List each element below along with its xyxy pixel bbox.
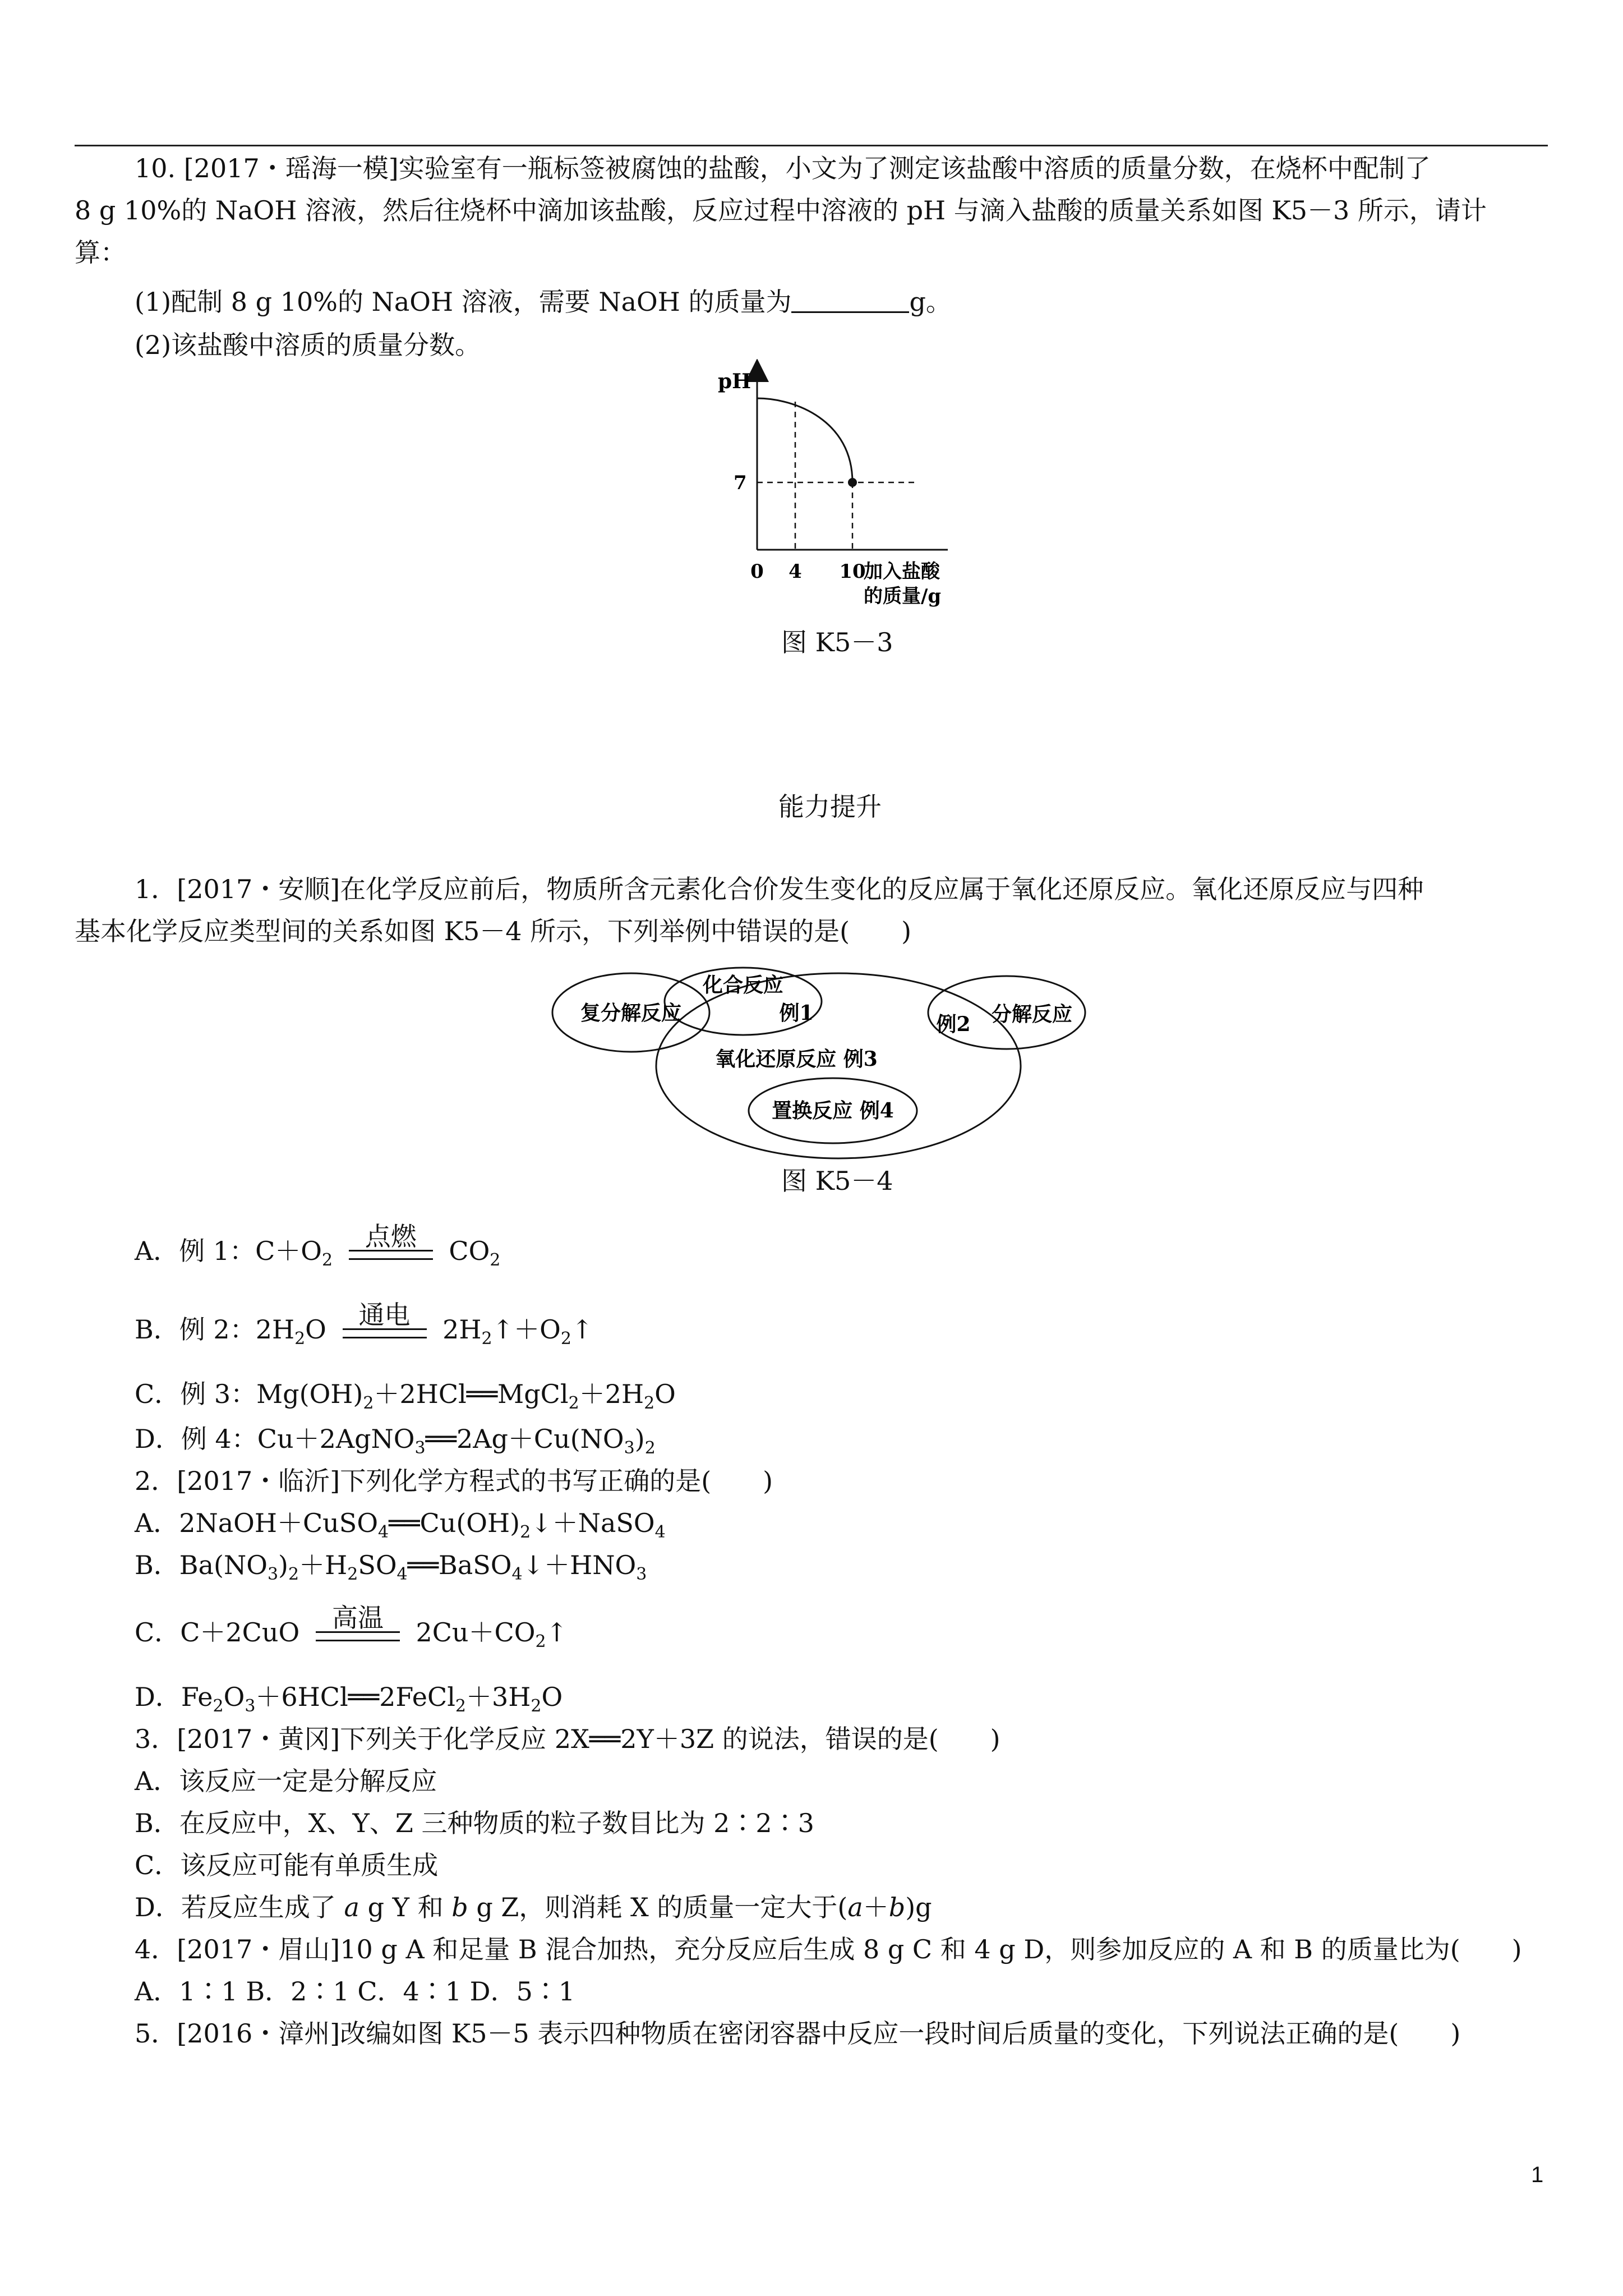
- q1-line1: 1．[2017・安顺]在化学反应前后，物质所含元素化合价发生变化的反应属于氧化还原反应。氧化还原反应与四种: [135, 874, 1424, 904]
- var-b: b: [888, 1892, 906, 1922]
- q3-d-post: )g: [905, 1892, 932, 1922]
- q10-line3: 算：: [75, 237, 126, 268]
- q2-option-c: C．C＋2CuO 高温 $2Cu+CO_2↑$: [135, 1616, 568, 1659]
- venn-label-example2: 例2: [936, 1013, 971, 1036]
- var-a: a: [344, 1892, 359, 1922]
- figure-caption-k5-3: 图 K5－3: [781, 627, 893, 657]
- q1-d-tail: ): [634, 1424, 645, 1454]
- answer-blank: [791, 289, 909, 313]
- q1-b-text: B．例 2：2H: [135, 1314, 295, 1345]
- reaction-venn-diagram: [527, 959, 1172, 1167]
- q3-option-d: [135, 1890, 932, 1924]
- q2-c-tail: ↑: [546, 1617, 568, 1648]
- q1-a-product: CO: [449, 1236, 490, 1266]
- reaction-condition: 通电: [358, 1300, 411, 1330]
- x-axis-label-line2: 的质量/g: [864, 585, 942, 608]
- q1-option-a: A．例 1：$C+O_2$ 点燃 $CO_2$: [135, 1234, 500, 1277]
- q3-stem: 3．[2017・黄冈]下列关于化学反应 2X══2Y＋3Z 的说法，错误的是( ): [135, 1724, 1000, 1754]
- q1-c-mid: ＋2HCl══MgCl: [374, 1379, 569, 1409]
- q10-line1: 10. [2017・瑶海一模]实验室有一瓶标签被腐蚀的盐酸，小文为了测定该盐酸中溶质的质量分数，在烧杯中配制了: [135, 153, 1431, 183]
- q2-a-text: A．2NaOH＋CuSO: [135, 1508, 379, 1538]
- q1-d-text: D．例 4：Cu＋2AgNO: [135, 1424, 415, 1454]
- var-a: a: [847, 1892, 863, 1922]
- q2-d-mid: O: [223, 1682, 245, 1712]
- q10-sub1: [135, 285, 952, 319]
- top-rule: [75, 145, 1548, 146]
- equivalence-point: [848, 478, 857, 487]
- condition-arrow: [349, 1221, 433, 1260]
- plus-sign: ＋: [863, 1892, 889, 1922]
- q1-c-tail: ＋2H: [579, 1379, 644, 1409]
- q2-d-text: D．Fe: [135, 1682, 213, 1712]
- x-tick-10: 10: [839, 560, 866, 583]
- section-title: 能力提升: [778, 792, 882, 822]
- q2-d-tail: ＋3H: [466, 1682, 531, 1712]
- q3-d-mid1: g Y 和: [359, 1892, 452, 1922]
- condition-arrow: [316, 1603, 400, 1641]
- q1-a-text: A．例 1：C＋O: [135, 1236, 322, 1266]
- ph-curve: [757, 398, 852, 482]
- x-tick-4: 4: [789, 560, 802, 583]
- q4-stem: 4．[2017・眉山]10 g A 和足量 B 混合加热，充分反应后生成 8 g C 和 4 g D，则参加反应的 A 和 B 的质量比为( ): [135, 1934, 1522, 1964]
- q10-sub2: (2)该盐酸中溶质的质量分数。: [135, 330, 481, 360]
- q10-sub1-text: (1)配制 8 g 10%的 NaOH 溶液，需要 NaOH 的质量为: [135, 287, 792, 317]
- q2-option-b: B．$Ba(NO_3)_2+H_2SO_4══BaSO_4↓+HNO_3$: [135, 1550, 647, 1584]
- ph-chart: [701, 359, 970, 611]
- q1-c-text: C．例 3：Mg(OH): [135, 1379, 363, 1409]
- reaction-condition: 高温: [331, 1603, 384, 1633]
- q2-option-d: D．$Fe_2O_3+6HCl══2FeCl_2+3H_2O$: [135, 1682, 563, 1716]
- q4-options: A．1∶1 B．2∶1 C．4∶1 D．5∶1: [135, 1976, 575, 2007]
- q2-a-mid: ══Cu(OH): [389, 1508, 520, 1538]
- q2-c-text: C．C＋2CuO: [135, 1617, 300, 1648]
- x-tick-0: 0: [750, 560, 764, 583]
- q1-option-c: C．例 3：$Mg(OH)_2+2HCl══MgCl_2+2H_2O$: [135, 1379, 676, 1413]
- q3-option-c: C．该反应可能有单质生成: [135, 1850, 439, 1880]
- q10-sub1-unit: g。: [909, 287, 952, 317]
- q3-option-a: A．该反应一定是分解反应: [135, 1766, 437, 1796]
- venn-label-redox: 氧化还原反应 例3: [715, 1047, 878, 1071]
- q2-b-mid: ): [278, 1550, 288, 1580]
- reaction-condition: 点燃: [365, 1221, 417, 1251]
- q1-line2: 基本化学反应类型间的关系如图 K5－4 所示，下列举例中错误的是( ): [75, 916, 912, 946]
- venn-label-decomposition: 分解反应: [991, 1002, 1073, 1026]
- venn-label-double-decomposition: 复分解反应: [580, 1001, 682, 1025]
- q2-a-tail: ↓＋NaSO: [531, 1508, 655, 1538]
- q1-option-b: B．例 2：$2H_2O$ 通电 $2H_2↑+O_2↑$: [135, 1313, 593, 1356]
- q2-b-tail: ↓＋HNO: [522, 1550, 637, 1580]
- page-number: 1: [1531, 2162, 1544, 2187]
- q2-stem: 2．[2017・临沂]下列化学方程式的书写正确的是( ): [135, 1466, 773, 1496]
- condition-arrow: [343, 1300, 427, 1338]
- q2-option-a: A．$2NaOH+CuSO_4══Cu(OH)_2↓+NaSO_4$: [135, 1508, 666, 1542]
- y-axis-label: pH: [718, 370, 751, 393]
- q2-b-mid2: ＋H: [299, 1550, 348, 1580]
- y-tick-7: 7: [734, 472, 747, 494]
- q2-d-end: O: [541, 1682, 563, 1712]
- q2-b-mid3: SO: [358, 1550, 397, 1580]
- venn-label-displacement: 置换反应 例4: [772, 1099, 894, 1122]
- q5-stem: 5．[2016・漳州]改编如图 K5－5 表示四种物质在密闭容器中反应一段时间后质量的变化，下列说法正确的是( ): [135, 2018, 1461, 2049]
- q1-b-tail: ↑＋O: [492, 1314, 561, 1345]
- q2-c-product: 2Cu＋CO: [416, 1617, 536, 1648]
- q2-b-mid4: ══BaSO: [407, 1550, 512, 1580]
- q3-d-mid2: g Z，则消耗 X 的质量一定大于(: [468, 1892, 848, 1922]
- q1-option-d: D．例 4：$Cu+2AgNO_3══2Ag+Cu(NO_3)_2$: [135, 1424, 656, 1458]
- q1-b-product: 2H: [442, 1314, 482, 1345]
- q10-line2: 8 g 10%的 NaOH 溶液，然后往烧杯中滴加该盐酸，反应过程中溶液的 pH 与滴入盐酸的质量关系如图 K5－3 所示，请计: [75, 195, 1487, 226]
- venn-label-example1: 例1: [779, 1001, 814, 1025]
- q2-b-text: B．Ba(NO: [135, 1550, 268, 1580]
- q2-d-mid2: ＋6HCl══2FeCl: [255, 1682, 455, 1712]
- var-b: b: [451, 1892, 468, 1922]
- x-axis-label-line1: 加入盐酸: [864, 560, 940, 583]
- figure-caption-k5-4: 图 K5－4: [781, 1166, 893, 1196]
- q3-d-text: D．若反应生成了: [135, 1892, 344, 1922]
- venn-label-combination: 化合反应: [702, 973, 784, 997]
- q3-option-b: B．在反应中，X、Y、Z 三种物质的粒子数目比为 2∶2∶3: [135, 1808, 814, 1838]
- q1-d-mid: ══2Ag＋Cu(NO: [425, 1424, 624, 1454]
